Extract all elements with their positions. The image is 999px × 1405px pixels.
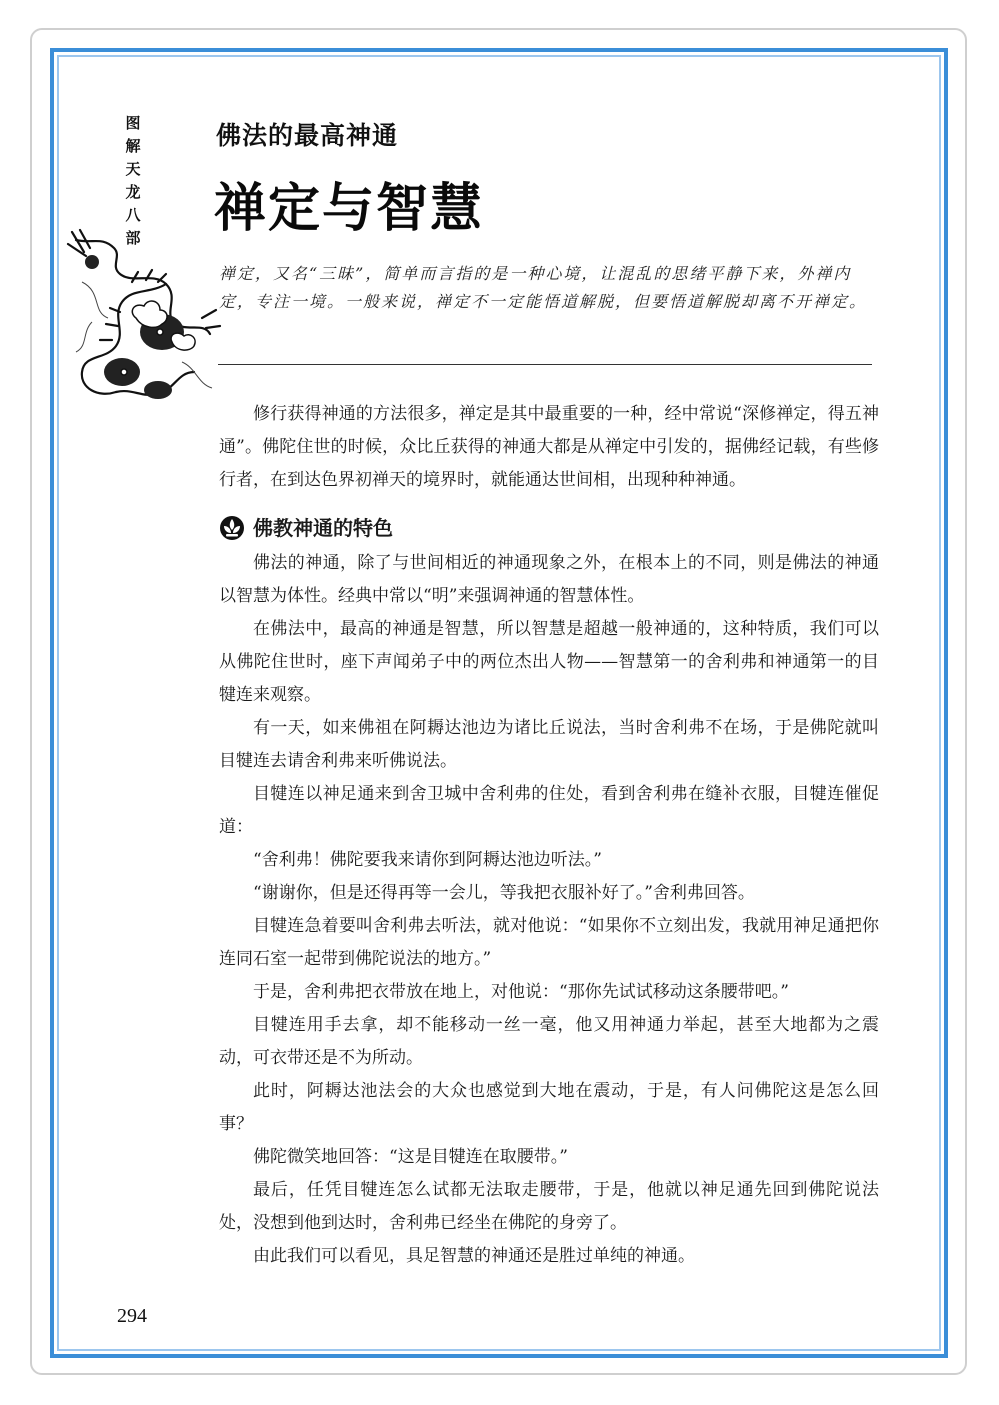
intro-summary: 禅定，又名“三昧”，简单而言指的是一种心境，让混乱的思绪平静下来，外禅内定，专注一境。一般来说，禅定不一定能悟道解脱，但要悟道解脱却离不开禅定。 (219, 264, 868, 311)
subtitle: 佛法的最高神通 (216, 121, 399, 150)
paragraph: 于是，舍利弗把衣带放在地上，对他说：“那你先试试移动这条腰带吧。” (253, 982, 789, 1002)
section-heading (219, 511, 879, 545)
page-number: 294 (117, 1305, 147, 1327)
side-char: 图 (125, 114, 141, 132)
side-char: 天 (125, 160, 141, 178)
paragraph: 目犍连急着要叫舍利弗去听法，就对他说：“如果你不立刻出发，我就用神足通把你连同石室一起带到佛陀说法的地方。” (219, 916, 879, 969)
dragon-icon (62, 222, 222, 412)
paragraph: 最后，任凭目犍连怎么试都无法取走腰带，于是，他就以神足通先回到佛陀说法处，没想到他到达时，舍利弗已经坐在佛陀的身旁了。 (219, 1180, 879, 1233)
paragraph: 佛法的神通，除了与世间相近的神通现象之外，在根本上的不同，则是佛法的神通以智慧为体性。经典中常以“明”来强调神通的智慧体性。 (219, 553, 879, 606)
paragraph: 在佛法中，最高的神通是智慧，所以智慧是超越一般神通的，这种特质，我们可以从佛陀住世时，座下声闻弟子中的两位杰出人物——智慧第一的舍利弗和神通第一的目犍连来观察。 (219, 619, 879, 705)
side-char: 部 (125, 229, 141, 247)
lotus-icon (219, 515, 245, 541)
paragraph: 目犍连用手去拿，却不能移动一丝一毫，他又用神通力举起，甚至大地都为之震动，可衣带还是不为所动。 (219, 1015, 879, 1068)
main-body (219, 398, 879, 1273)
paragraph: 由此我们可以看见，具足智慧的神通还是胜过单纯的神通。 (253, 1246, 695, 1266)
paragraph: 佛陀微笑地回答：“这是目犍连在取腰带。” (253, 1147, 568, 1167)
paragraph: “谢谢你，但是还得再等一会儿，等我把衣服补好了。”舍利弗回答。 (253, 883, 755, 903)
divider (218, 364, 872, 365)
page-title: 禅定与智慧 (214, 178, 485, 239)
section-heading-text: 佛教神通的特色 (253, 515, 393, 540)
paragraph: “舍利弗！佛陀要我来请你到阿耨达池边听法。” (253, 850, 602, 870)
paragraph: 有一天，如来佛祖在阿耨达池边为诸比丘说法，当时舍利弗不在场，于是佛陀就叫目犍连去请舍利弗来听佛说法。 (219, 718, 879, 771)
side-char: 解 (125, 137, 141, 155)
paragraph: 修行获得神通的方法很多，禅定是其中最重要的一种，经中常说“深修禅定，得五神通”。佛陀住世的时候，众比丘获得的神通大都是从禅定中引发的，据佛经记载，有些修行者，在到达色界初禅天的境界时，就能通达世间相，出现种种神通。 (219, 404, 879, 490)
paragraph: 目犍连以神足通来到舍卫城中舍利弗的住处，看到舍利弗在缝补衣服，目犍连催促道： (219, 784, 879, 837)
side-char: 八 (125, 206, 141, 224)
paragraph: 此时，阿耨达池法会的大众也感觉到大地在震动，于是，有人问佛陀这是怎么回事？ (219, 1081, 879, 1134)
side-char: 龙 (125, 183, 141, 201)
